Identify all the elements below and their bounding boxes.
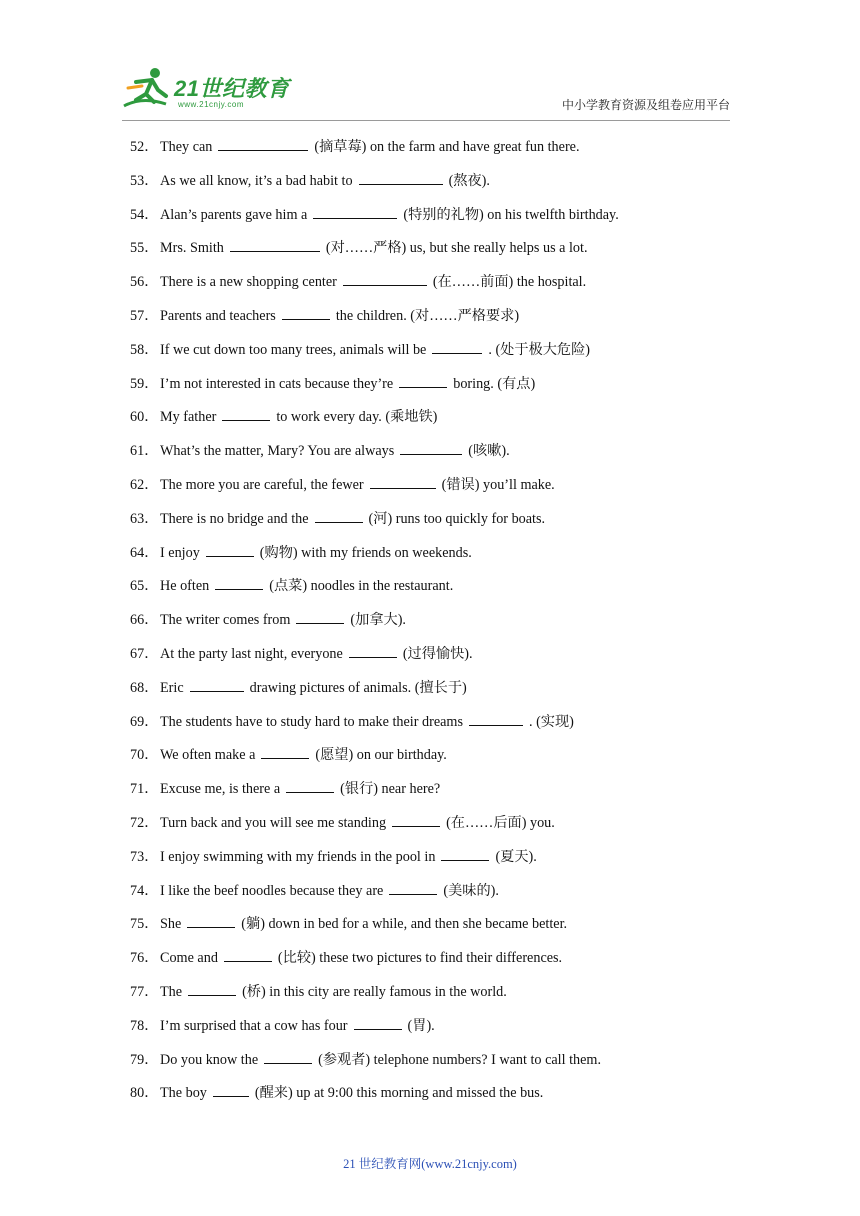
- question-text-before: Alan’s parents gave him a: [160, 206, 308, 223]
- question-text-after: (躺) down in bed for a while, and then she became better.: [241, 916, 568, 933]
- question-number: 56．: [130, 274, 159, 291]
- question-item: [130, 981, 750, 1015]
- question-text-before: If we cut down too many trees, animals will be: [160, 341, 427, 358]
- answer-blank[interactable]: [187, 913, 235, 928]
- answer-blank[interactable]: [218, 136, 308, 151]
- answer-blank[interactable]: [400, 440, 462, 455]
- answer-blank[interactable]: [354, 1015, 402, 1030]
- question-number: 80．: [130, 1085, 159, 1102]
- question-text-after: (购物) with my friends on weekends.: [259, 544, 472, 561]
- question-number: 54．: [130, 206, 159, 223]
- answer-blank[interactable]: [315, 508, 363, 523]
- question-number: 75．: [130, 916, 159, 933]
- question-item: [130, 913, 750, 947]
- answer-blank[interactable]: [206, 542, 254, 557]
- question-text-before: The writer comes from: [160, 612, 291, 629]
- question-text-after: (桥) in this city are really famous in the world.: [242, 983, 507, 1000]
- question-number: 72．: [130, 814, 159, 831]
- question-text-after: (在……后面) you.: [446, 814, 555, 831]
- question-number: 52．: [130, 139, 159, 155]
- question-number: 61．: [130, 443, 159, 460]
- question-text-before: Come and: [160, 950, 218, 967]
- question-number: 69．: [130, 713, 159, 730]
- answer-blank[interactable]: [188, 981, 236, 996]
- question-number: 76．: [130, 950, 159, 967]
- answer-blank[interactable]: [222, 406, 270, 421]
- question-item: [130, 609, 750, 643]
- question-text-after: (夏天).: [495, 848, 537, 865]
- question-text-before: I’m not interested in cats because they’re: [160, 375, 394, 392]
- question-item: [130, 508, 750, 542]
- question-text-after: (错误) you’ll make.: [441, 476, 555, 493]
- question-text-after: the children. (对……严格要求): [335, 307, 520, 324]
- answer-blank[interactable]: [313, 204, 397, 219]
- question-item: [130, 373, 750, 407]
- answer-blank[interactable]: [370, 474, 436, 489]
- question-text-before: There is no bridge and the: [160, 510, 309, 527]
- question-text-after: drawing pictures of animals. (擅长于): [249, 679, 467, 696]
- question-text-after: (银行) near here?: [340, 781, 441, 798]
- question-text-after: to work every day. (乘地铁): [276, 409, 438, 426]
- answer-blank[interactable]: [296, 609, 344, 624]
- answer-blank[interactable]: [230, 237, 320, 252]
- answer-blank[interactable]: [432, 339, 482, 354]
- question-number: 73．: [130, 848, 159, 865]
- logo-url: www.21cnjy.com: [178, 100, 244, 109]
- question-number: 58．: [130, 341, 159, 358]
- runner-icon: [122, 66, 174, 114]
- question-text-before: What’s the matter, Mary? You are always: [160, 443, 395, 460]
- question-text-before: They can: [160, 139, 213, 155]
- question-number: 60．: [130, 409, 159, 426]
- question-item: [130, 1015, 750, 1049]
- question-item: [130, 711, 750, 745]
- question-item: [130, 406, 750, 440]
- question-text-after: (河) runs too quickly for boats.: [368, 510, 546, 527]
- question-text-before: At the party last night, everyone: [160, 645, 343, 662]
- question-text-after: (醒来) up at 9:00 this morning and missed the bus.: [254, 1085, 544, 1102]
- question-item: [130, 305, 750, 339]
- question-text-before: The boy: [160, 1085, 207, 1102]
- question-list: [130, 136, 750, 1116]
- question-number: 68．: [130, 679, 159, 696]
- question-item: [130, 778, 750, 812]
- question-number: 64．: [130, 544, 159, 561]
- answer-blank[interactable]: [392, 812, 440, 827]
- question-item: [130, 136, 750, 170]
- answer-blank[interactable]: [359, 170, 443, 185]
- answer-blank[interactable]: [286, 778, 334, 793]
- question-text-before: He often: [160, 578, 210, 595]
- question-text-before: We often make a: [160, 747, 256, 764]
- question-number: 55．: [130, 240, 159, 257]
- question-text-before: Excuse me, is there a: [160, 781, 281, 798]
- page-header: [0, 0, 860, 130]
- answer-blank[interactable]: [389, 880, 437, 895]
- question-text-after: (在……前面) the hospital.: [432, 274, 587, 291]
- question-item: [130, 271, 750, 305]
- question-number: 67．: [130, 645, 159, 662]
- answer-blank[interactable]: [349, 643, 397, 658]
- answer-blank[interactable]: [213, 1082, 249, 1097]
- question-text-before: I enjoy swimming with my friends in the pool in: [160, 848, 436, 865]
- logo: [122, 66, 292, 116]
- question-item: [130, 440, 750, 474]
- question-number: 66．: [130, 612, 159, 629]
- question-text-after: boring. (有点): [453, 375, 536, 392]
- question-text-before: I like the beef noodles because they are: [160, 882, 384, 899]
- question-text-after: (比较) these two pictures to find their differences.: [277, 950, 563, 967]
- question-number: 65．: [130, 578, 159, 595]
- question-number: 79．: [130, 1051, 159, 1068]
- answer-blank[interactable]: [469, 711, 523, 726]
- question-item: [130, 542, 750, 576]
- answer-blank[interactable]: [343, 271, 427, 286]
- question-number: 63．: [130, 510, 159, 527]
- question-item: [130, 846, 750, 880]
- question-number: 59．: [130, 375, 159, 392]
- question-text-before: Do you know the: [160, 1051, 259, 1068]
- question-item: [130, 339, 750, 373]
- answer-blank[interactable]: [215, 575, 263, 590]
- question-item: [130, 643, 750, 677]
- question-text-after: (愿望) on our birthday.: [315, 747, 447, 764]
- question-item: [130, 677, 750, 711]
- question-text-before: Turn back and you will see me standing: [160, 814, 387, 831]
- question-text-after: (过得愉快).: [402, 645, 473, 662]
- question-text-after: (摘草莓) on the farm and have great fun there.: [314, 139, 580, 155]
- question-number: 71．: [130, 781, 159, 798]
- question-number: 62．: [130, 476, 159, 493]
- question-text-before: The: [160, 983, 183, 1000]
- question-text-after: (咳嗽).: [468, 443, 510, 460]
- question-item: [130, 812, 750, 846]
- question-number: 74．: [130, 882, 159, 899]
- question-item: [130, 575, 750, 609]
- question-text-after: (加拿大).: [350, 612, 406, 629]
- question-text-after: (胃).: [407, 1017, 435, 1034]
- answer-blank[interactable]: [399, 373, 447, 388]
- question-text-before: Mrs. Smith: [160, 240, 224, 257]
- question-item: [130, 474, 750, 508]
- question-number: 53．: [130, 172, 159, 189]
- question-item: [130, 1049, 750, 1083]
- question-text-before: My father: [160, 409, 217, 426]
- logo-text: 21世纪教育: [174, 76, 290, 101]
- question-number: 70．: [130, 747, 159, 764]
- answer-blank[interactable]: [190, 677, 244, 692]
- question-item: [130, 880, 750, 914]
- question-text-before: There is a new shopping center: [160, 274, 337, 291]
- question-number: 78．: [130, 1017, 159, 1034]
- header-divider: [122, 120, 730, 121]
- page-footer: 21 世纪教育网(www.21cnjy.com): [343, 1157, 517, 1171]
- question-item: [130, 744, 750, 778]
- question-text-after: . (处于极大危险): [488, 341, 591, 358]
- question-text-after: (熬夜).: [448, 172, 490, 189]
- question-item: [130, 204, 750, 238]
- question-number: 57．: [130, 307, 159, 324]
- question-text-after: . (实现): [528, 713, 574, 730]
- question-text-before: Eric: [160, 679, 184, 696]
- question-number: 77．: [130, 983, 159, 1000]
- answer-blank[interactable]: [224, 947, 272, 962]
- question-text-before: The students have to study hard to make their dreams: [160, 713, 463, 730]
- question-text-before: She: [160, 916, 182, 933]
- question-item: [130, 170, 750, 204]
- question-text-after: (对……严格) us, but she really helps us a lot.: [325, 240, 588, 257]
- question-item: [130, 1082, 750, 1116]
- question-text-after: (特别的礼物) on his twelfth birthday.: [403, 206, 619, 223]
- question-text-before: Parents and teachers: [160, 307, 276, 324]
- answer-blank[interactable]: [441, 846, 489, 861]
- platform-title: 中小学教育资源及组卷应用平台: [561, 98, 730, 112]
- answer-blank[interactable]: [264, 1049, 312, 1064]
- answer-blank[interactable]: [282, 305, 330, 320]
- question-text-before: As we all know, it’s a bad habit to: [160, 172, 353, 189]
- question-text-before: I’m surprised that a cow has four: [160, 1017, 348, 1034]
- question-text-after: (参观者) telephone numbers? I want to call them.: [318, 1051, 602, 1068]
- question-text-before: I enjoy: [160, 544, 200, 561]
- answer-blank[interactable]: [261, 744, 309, 759]
- question-text-after: (美味的).: [443, 882, 499, 899]
- question-item: [130, 947, 750, 981]
- question-text-after: (点菜) noodles in the restaurant.: [269, 578, 454, 595]
- question-item: [130, 237, 750, 271]
- question-text-before: The more you are careful, the fewer: [160, 476, 364, 493]
